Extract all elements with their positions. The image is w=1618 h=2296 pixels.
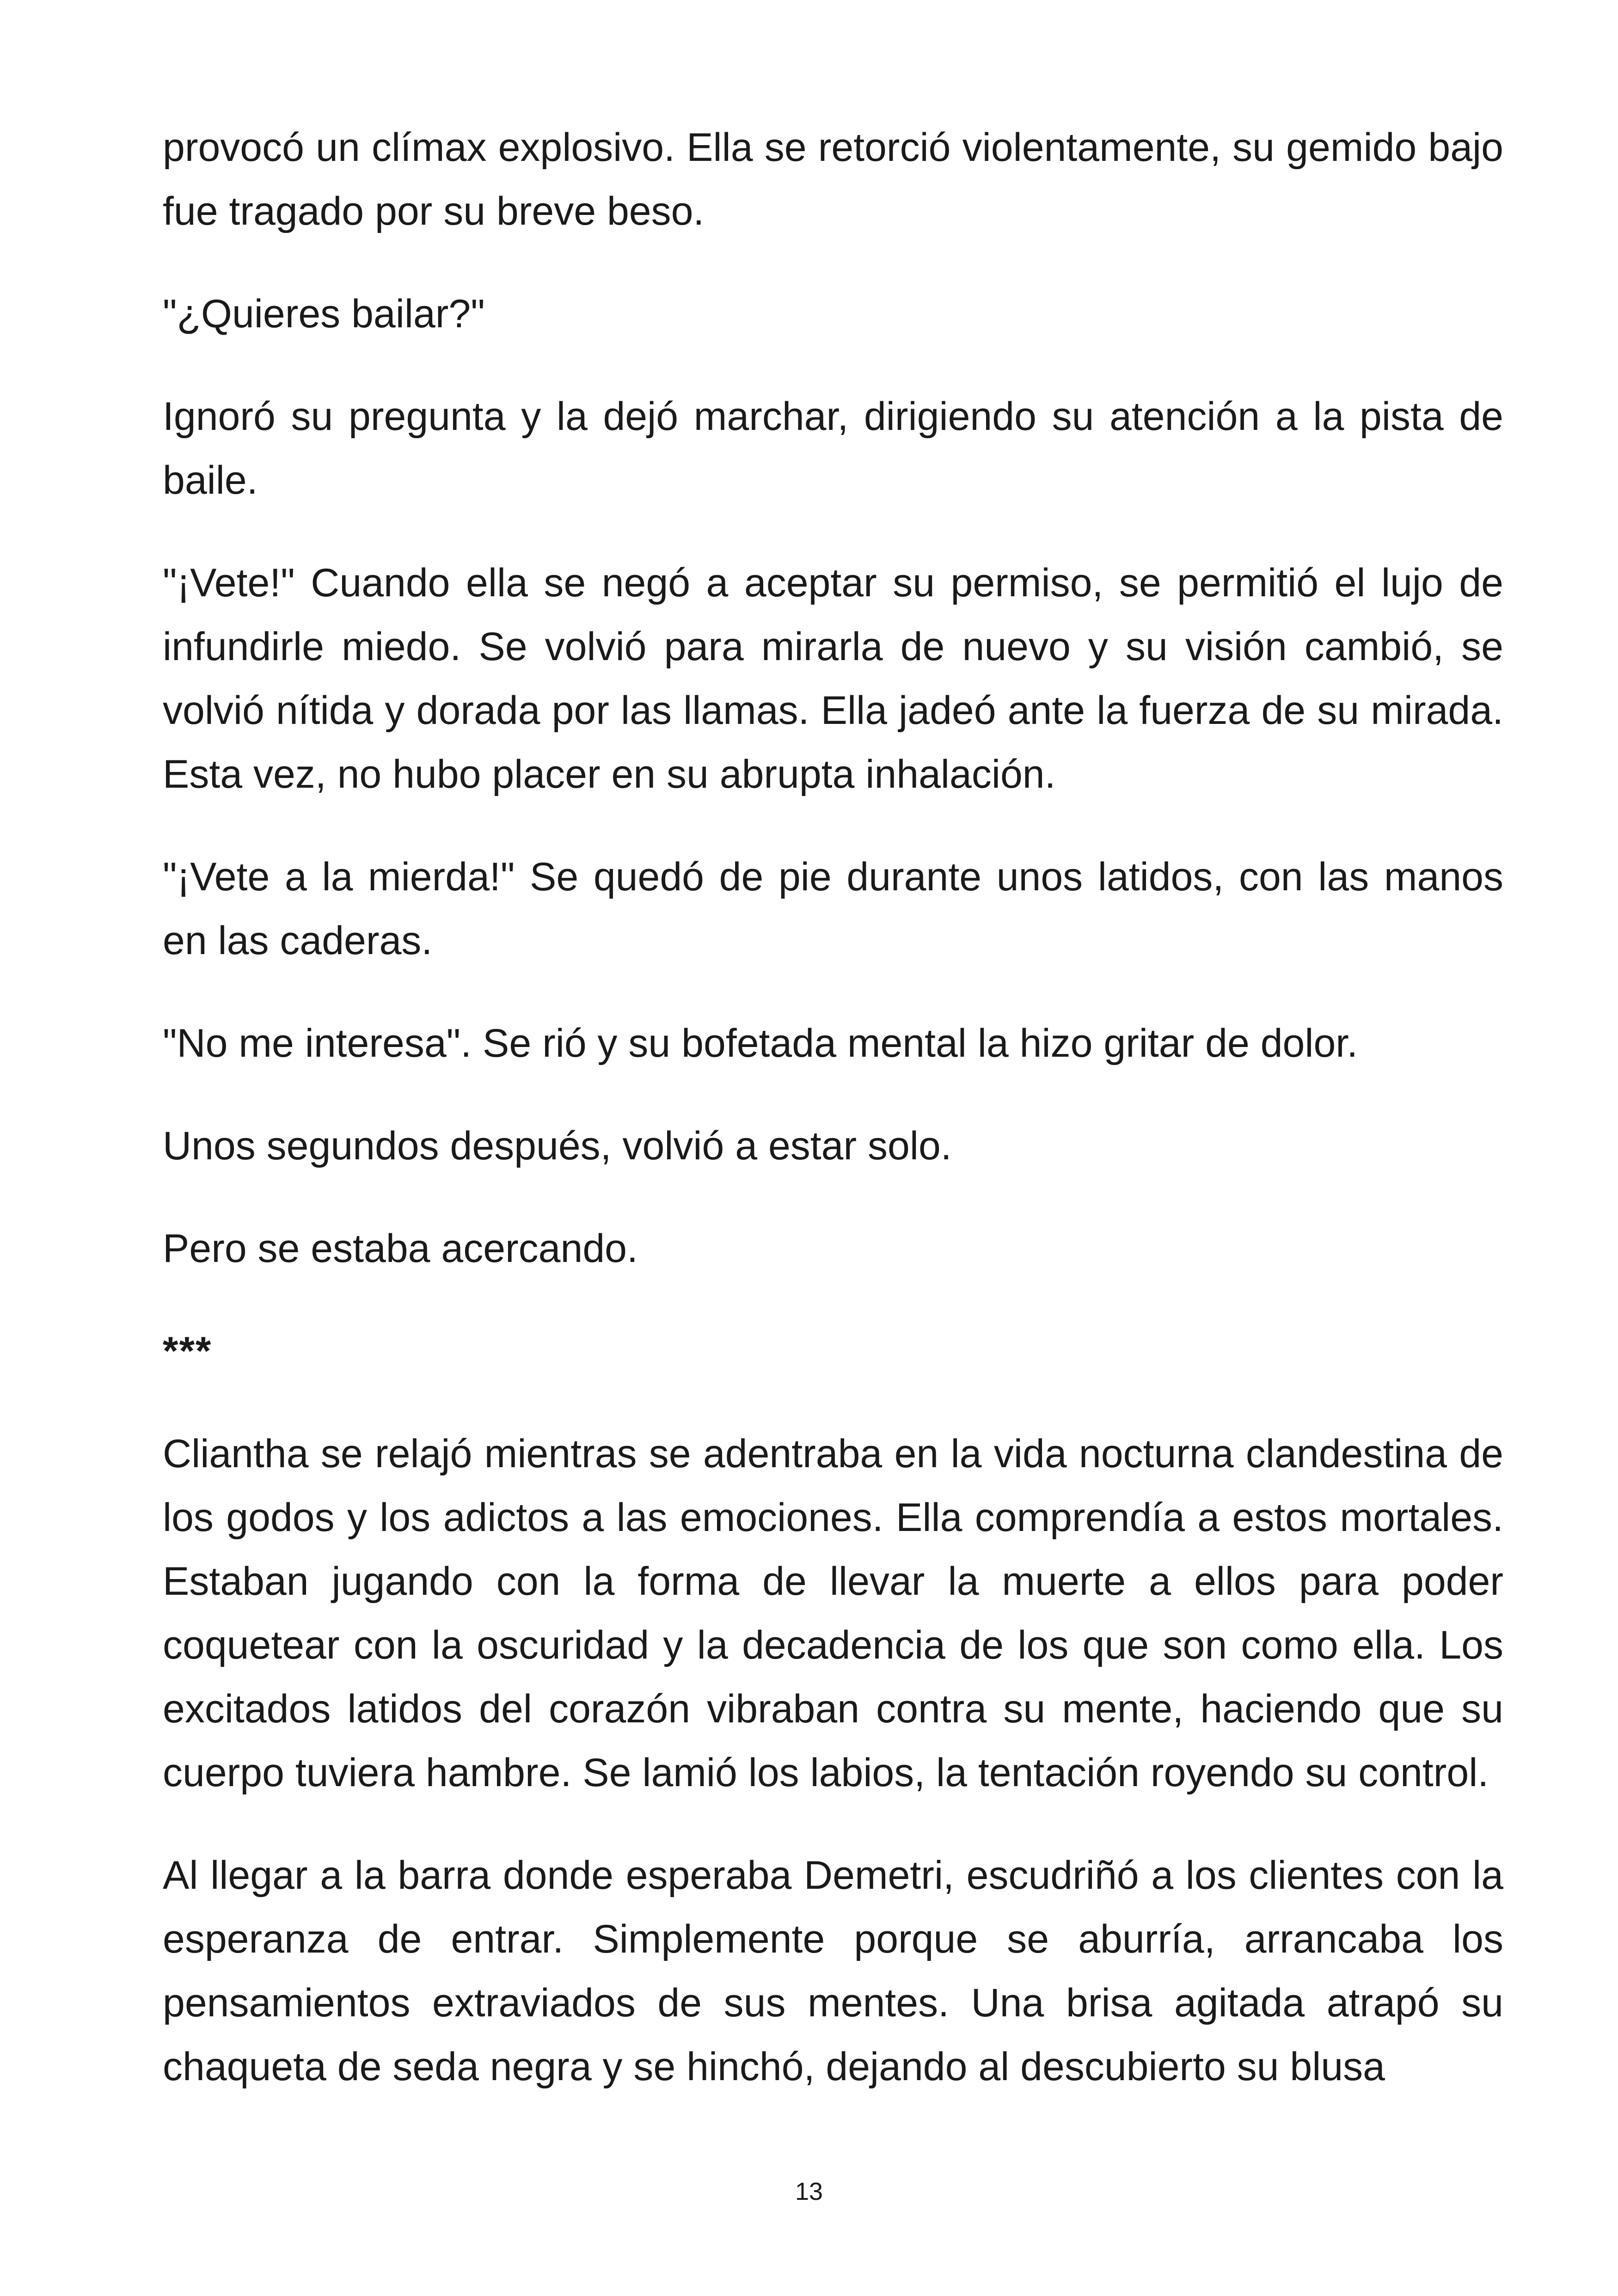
- paragraph: Pero se estaba acercando.: [163, 1226, 638, 1271]
- paragraph: "¿Quieres bailar?": [163, 292, 485, 336]
- body-text: [163, 116, 1503, 2137]
- scene-separator: ***: [163, 1329, 212, 1373]
- paragraph: Cliantha se relajó mientras se adentraba en la vida nocturna clandestina de los godos y los adictos a las emociones. Ella comprendía a estos mortales. Estaban jugando con la forma de llevar la muerte a ellos para poder coquetear con la oscuridad y la decadencia de los que son como ella. Los excitados latidos del corazón vibraban contra su mente, haciendo que su cuerpo tuviera hambre. Se lamió los labios, la tentación royendo su control.: [163, 1432, 1503, 1795]
- paragraph: Unos segundos después, volvió a estar solo.: [163, 1124, 952, 1168]
- paragraph: Al llegar a la barra donde esperaba Demetri, escudriñó a los clientes con la esperanza de entrar. Simplemente porque se aburría, arrancaba los pensamientos extraviados de sus mentes. Una brisa agitada atrapó su chaqueta de seda negra y se hinchó, dejando al descubierto su blusa: [163, 1853, 1503, 2089]
- page-number: 13: [795, 2178, 823, 2205]
- paragraph: "No me interesa". Se rió y su bofetada mental la hizo gritar de dolor.: [163, 1021, 1358, 1065]
- paragraph: provocó un clímax explosivo. Ella se retorció violentamente, su gemido bajo fue tragado por su breve beso.: [163, 125, 1503, 233]
- paragraph: "¡Vete!" Cuando ella se negó a aceptar su permiso, se permitió el lujo de infundirle miedo. Se volvió para mirarla de nuevo y su visión cambió, se volvió nítida y dorada por las llamas. Ella jadeó ante la fuerza de su mirada. Esta vez, no hubo placer en su abrupta inhalación.: [163, 561, 1503, 796]
- paragraph: Ignoró su pregunta y la dejó marchar, dirigiendo su atención a la pista de baile.: [163, 394, 1503, 502]
- paragraph: "¡Vete a la mierda!" Se quedó de pie durante unos latidos, con las manos en las caderas.: [163, 855, 1503, 963]
